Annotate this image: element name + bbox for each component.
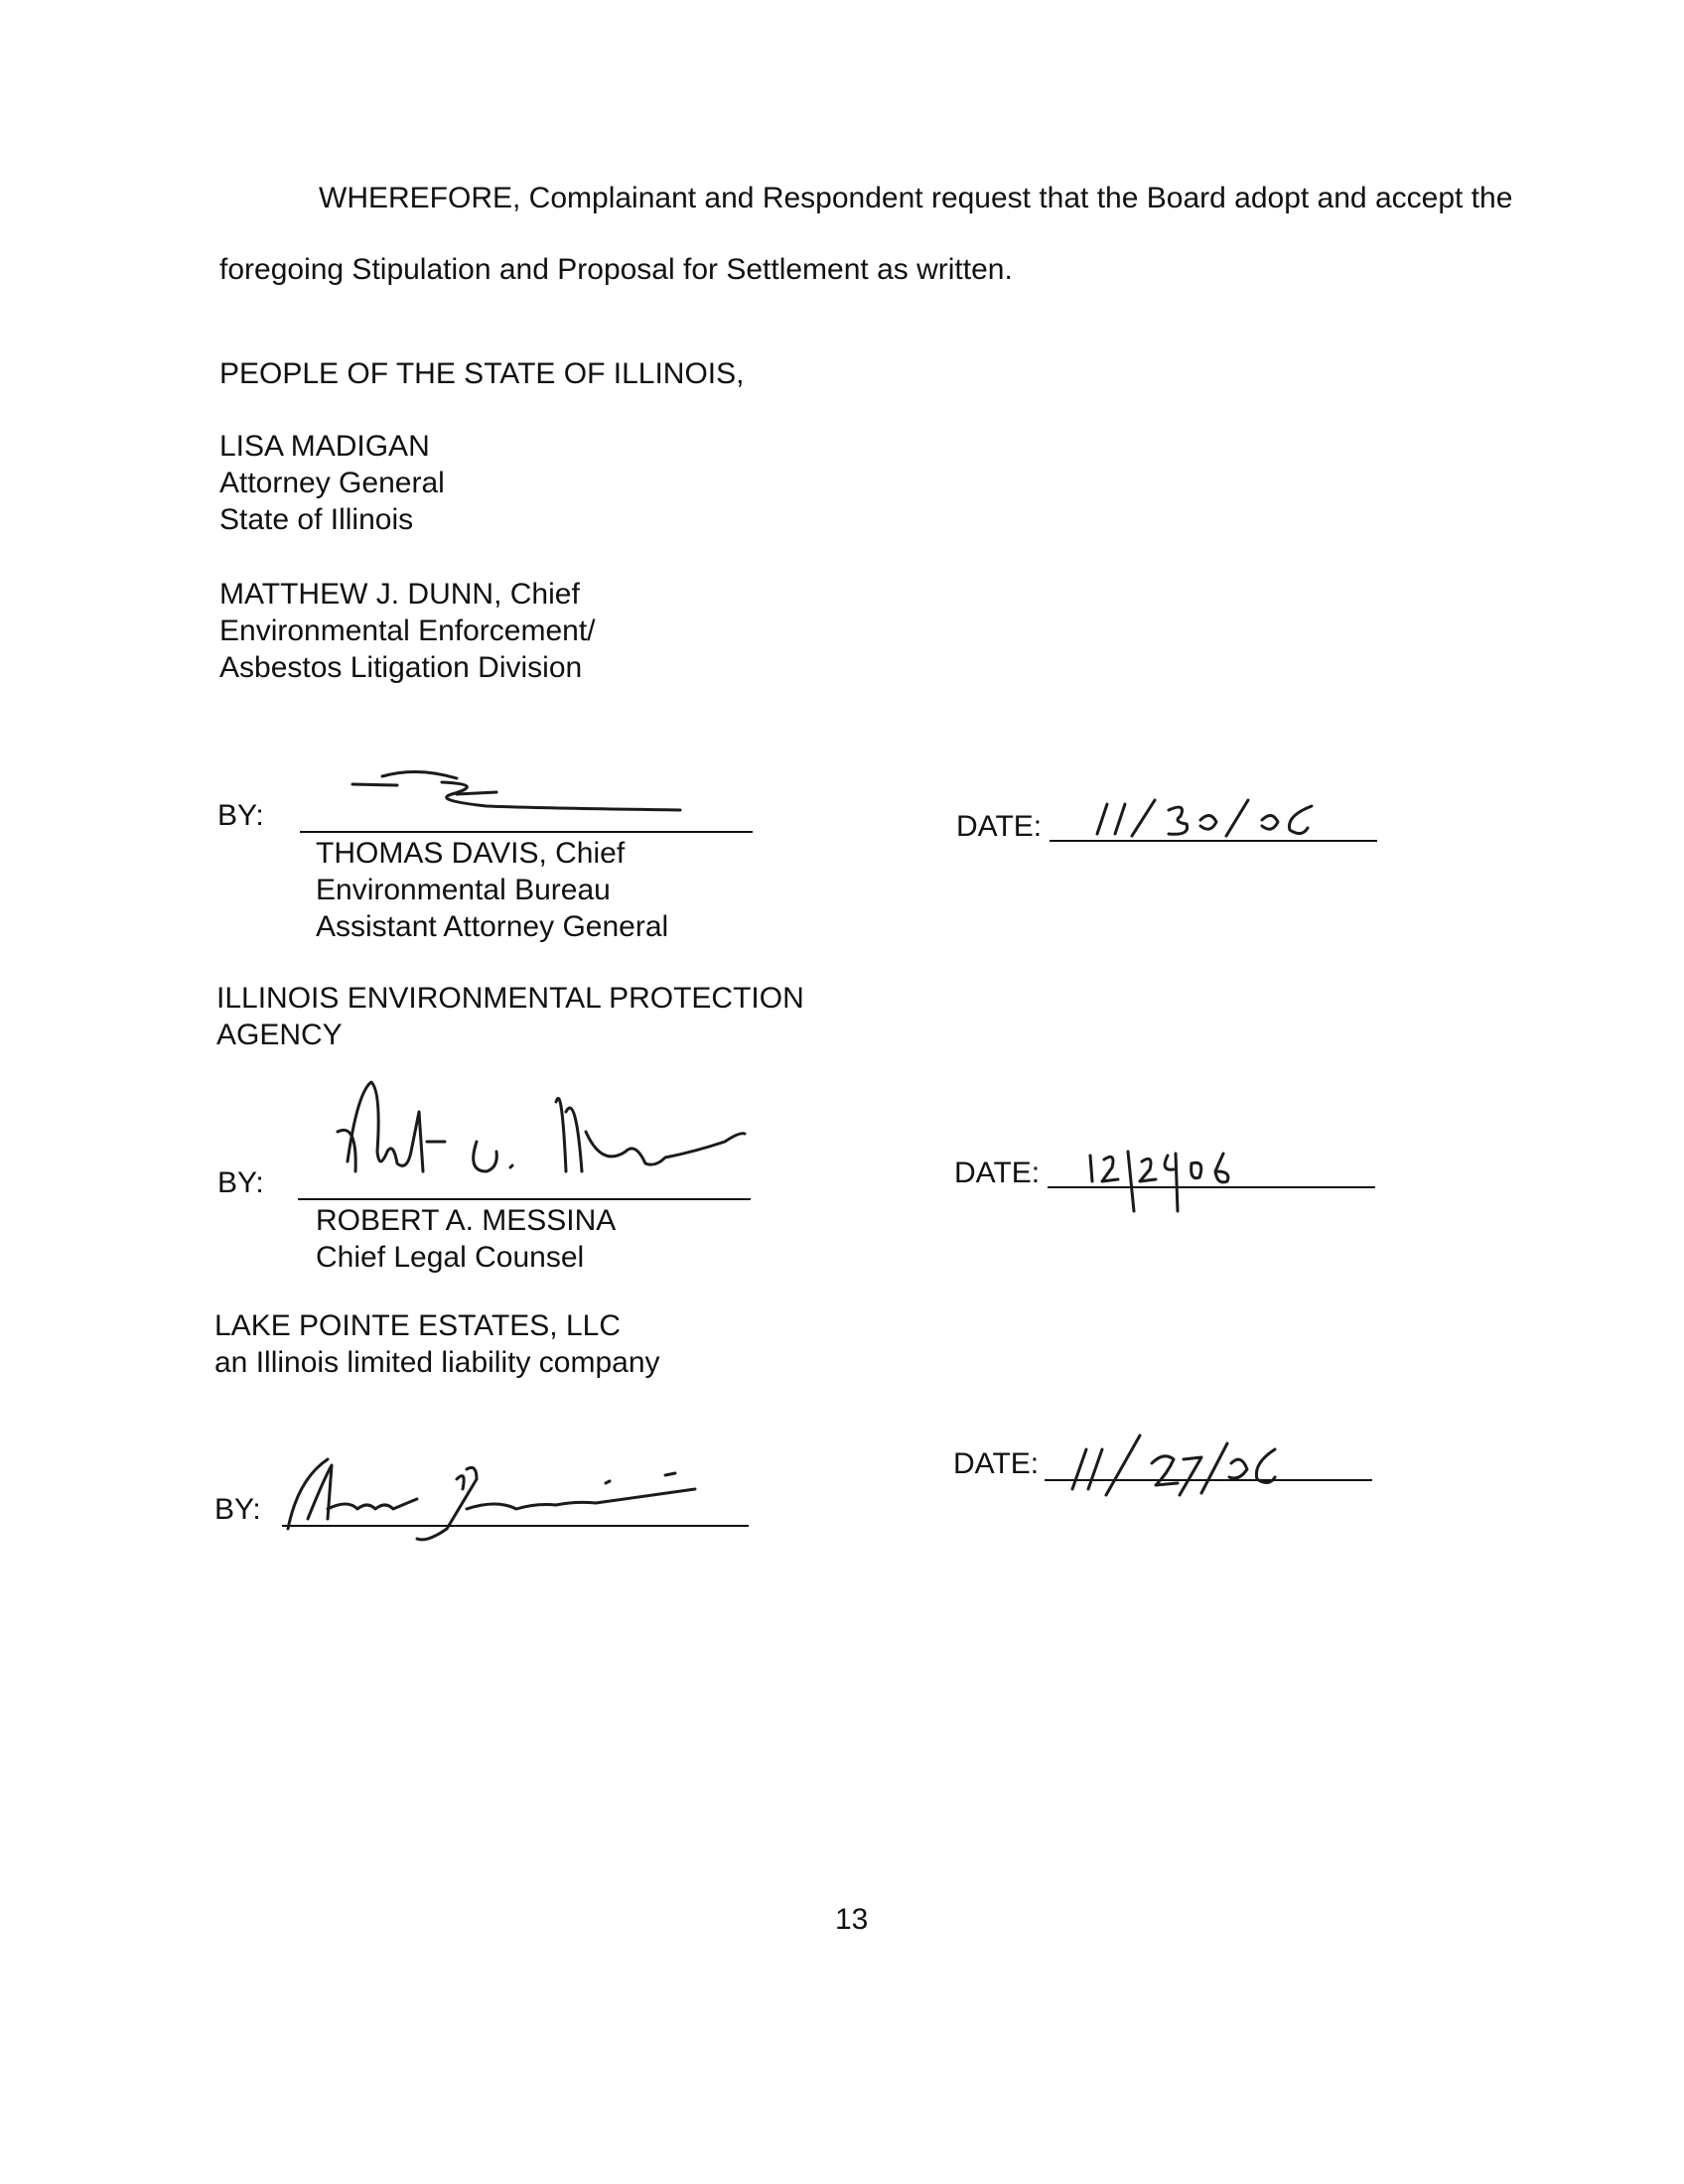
signature-davis	[338, 754, 695, 824]
company-name: LAKE POINTE ESTATES, LLC	[214, 1309, 622, 1342]
date-label-3: DATE:	[953, 1447, 1040, 1480]
page-number: 13	[835, 1903, 869, 1936]
date-label-2: DATE:	[954, 1157, 1041, 1189]
company-description: an Illinois limited liability company	[214, 1346, 660, 1379]
people-heading: PEOPLE OF THE STATE OF ILLINOIS,	[219, 357, 745, 390]
signer-2-name: ROBERT A. MESSINA	[316, 1204, 617, 1237]
handwritten-date-2	[1082, 1142, 1281, 1221]
signer-1-bureau: Environmental Bureau	[316, 874, 611, 906]
ag-name: LISA MADIGAN	[219, 430, 430, 463]
by-label-3: BY:	[214, 1493, 261, 1526]
body-paragraph-line-1: WHEREFORE, Complainant and Respondent request that the Board adopt and accept the	[319, 182, 1513, 214]
handwritten-date-3	[1052, 1430, 1291, 1509]
signature-messina	[328, 1072, 765, 1211]
chief-division-2: Asbestos Litigation Division	[219, 651, 583, 684]
agency-name-line-1: ILLINOIS ENVIRONMENTAL PROTECTION	[216, 982, 804, 1015]
signer-1-name: THOMAS DAVIS, Chief	[316, 837, 626, 870]
ag-title: Attorney General	[219, 467, 445, 499]
ag-state: State of Illinois	[219, 503, 414, 536]
signature-line-1	[300, 831, 753, 833]
date-label-1: DATE:	[956, 810, 1043, 843]
chief-name: MATTHEW J. DUNN, Chief	[219, 578, 580, 611]
signer-1-title: Assistant Attorney General	[316, 910, 669, 943]
by-label-1: BY:	[217, 799, 264, 832]
agency-name-line-2: AGENCY	[216, 1019, 343, 1051]
chief-division-1: Environmental Enforcement/	[219, 614, 596, 647]
signer-2-title: Chief Legal Counsel	[316, 1241, 585, 1274]
signature-line-2	[298, 1198, 751, 1200]
by-label-2: BY:	[217, 1166, 264, 1199]
body-paragraph-line-2: foregoing Stipulation and Proposal for Settlement as written.	[219, 253, 1013, 286]
handwritten-date-1	[1077, 794, 1345, 844]
signature-company	[268, 1439, 725, 1549]
signature-line-3	[282, 1525, 749, 1527]
